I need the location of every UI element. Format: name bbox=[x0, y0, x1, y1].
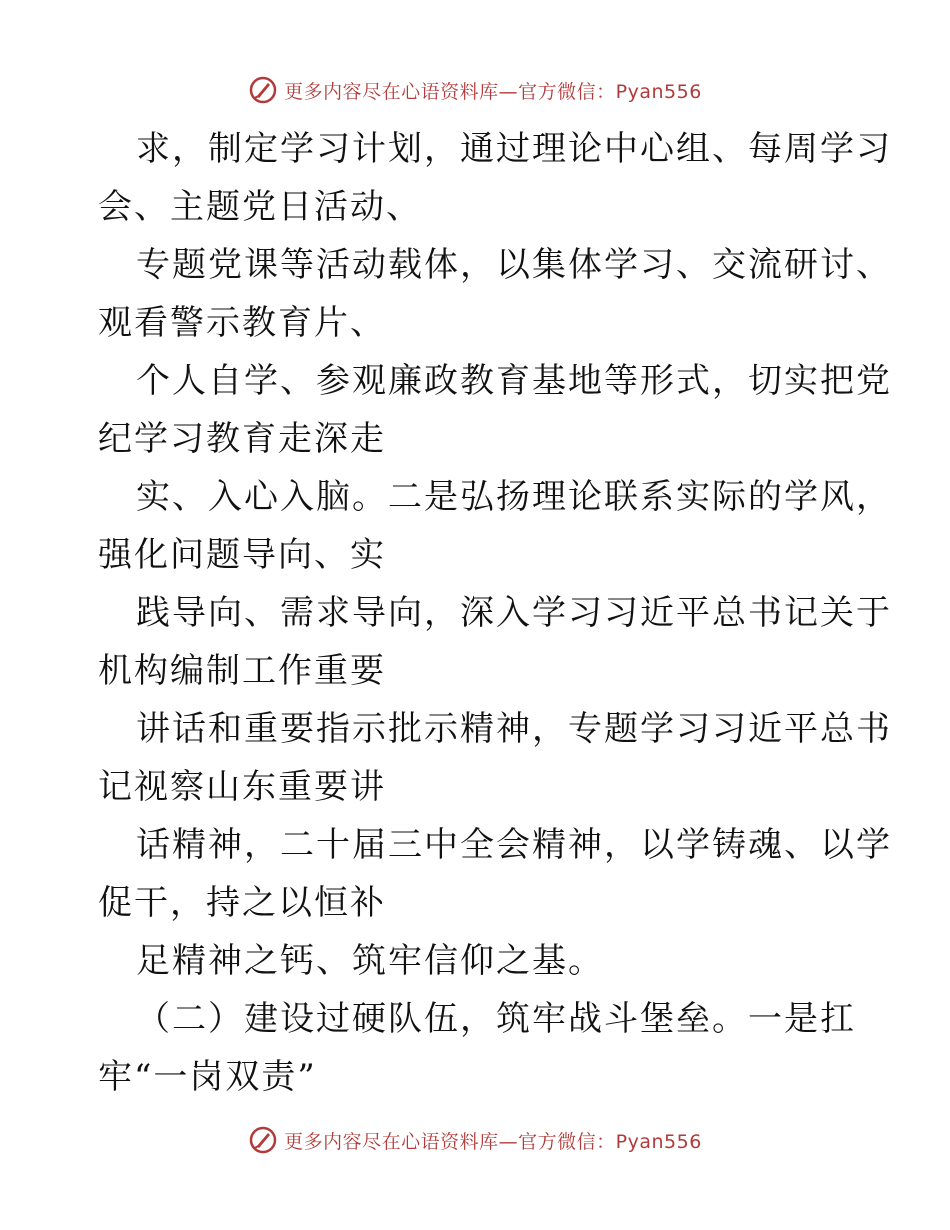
text-line: 践导向、需求导向，深入学习习近平总书记关于 bbox=[136, 593, 892, 633]
text-line: 个人自学、参观廉政教育基地等形式，切实把党 bbox=[136, 361, 892, 401]
text-line: 牢“一岗双责” bbox=[98, 1057, 317, 1097]
text-line: 足精神之钙、筑牢信仰之基。 bbox=[136, 941, 604, 981]
text-line: 实、入心入脑。二是弘扬理论联系实际的学风， bbox=[136, 477, 892, 517]
quill-circle-logo-icon bbox=[248, 1125, 278, 1155]
text-line: 求，制定学习计划，通过理论中心组、每周学习 bbox=[136, 129, 892, 169]
text-line: 纪学习教育走深走 bbox=[98, 419, 386, 459]
text-line: 机构编制工作重要 bbox=[98, 651, 386, 691]
text-line: 会、主题党日活动、 bbox=[98, 187, 422, 227]
quill-circle-logo-icon bbox=[248, 75, 278, 105]
text-line: 强化问题导向、实 bbox=[98, 535, 386, 575]
document-body bbox=[98, 120, 892, 1106]
header-banner bbox=[0, 70, 950, 110]
text-line: 话精神，二十届三中全会精神，以学铸魂、以学 bbox=[136, 825, 892, 865]
text-line: 观看警示教育片、 bbox=[98, 303, 386, 343]
text-line: 专题党课等活动载体，以集体学习、交流研讨、 bbox=[136, 245, 892, 285]
text-line: 讲话和重要指示批示精神，专题学习习近平总书 bbox=[136, 709, 892, 749]
footer-banner bbox=[0, 1120, 950, 1160]
text-line: 促干，持之以恒补 bbox=[98, 883, 386, 923]
section-heading-line: （二）建设过硬队伍，筑牢战斗堡垒。一是扛 bbox=[136, 999, 856, 1039]
text-line: 记视察山东重要讲 bbox=[98, 767, 386, 807]
footer-banner-text: 更多内容尽在心语资料库—官方微信：Pyan556 bbox=[284, 1130, 702, 1153]
header-banner-text: 更多内容尽在心语资料库—官方微信：Pyan556 bbox=[284, 80, 702, 103]
